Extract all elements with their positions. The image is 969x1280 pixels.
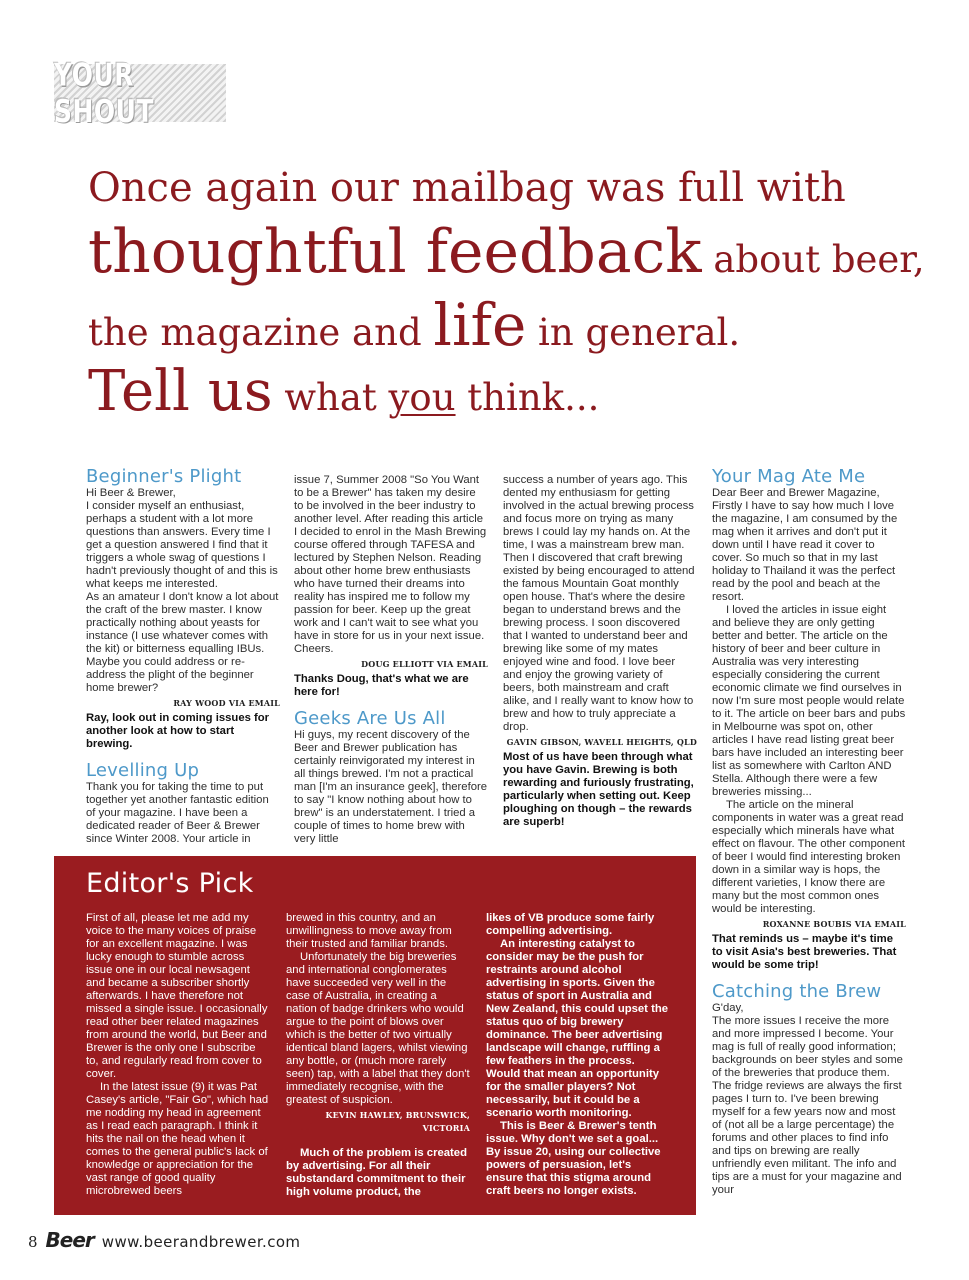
column-3	[503, 474, 697, 829]
editor-reply: Much of the problem is created by advertising. For all their substandard commitment to their high volume product, the	[286, 1147, 467, 1198]
page-footer	[28, 1228, 300, 1252]
section-badge	[54, 56, 226, 130]
letter-text: I loved the articles in issue eight and believe they are only getting better and better. The article on the history of beer and beer culture in Australia was very interesting especially considering the current economic climate we find ourselves in now I'm sure most people would relate to it. The article on beer bars and pubs in Melbourne was spot on, other articles I have read listing great beer bars have included an interesting beer list as somewhere with Carlton AND Stella. Although there were a few breweries missing...	[712, 604, 906, 798]
letter-title-catching-the-brew: Catching the Brew	[712, 981, 882, 1002]
headline-line-1: Once again our mailbag was full with	[88, 165, 846, 211]
headline	[88, 160, 948, 424]
editor-reply: likes of VB produce some fairly compelling advertising.	[486, 912, 655, 937]
letter-text: G'day,	[712, 1002, 744, 1014]
letter-text: Hi Beer & Brewer,	[86, 487, 176, 499]
letter-text: As an amateur I don't know a lot about the craft of the brew master. I know practically nothing about yeasts for instance (I use whatever comes with the kit) or bitterness equalling IBUs. Maybe you could address or re-address the plight of the beginner home brewer?	[86, 591, 279, 694]
letter-text: Firstly I have to say how much I love the magazine, I am consumed by the mag when it arrives and don't put it down until I have read it cover to cover. So much so that in my last holiday to Thailand it was the perfect read by the pool and beach at the resort.	[712, 500, 898, 603]
letter-text: The more issues I receive the more and more impressed I become. Your mag is full of really good information; backgrounds on beer styles and some of the breweries that produce them. The fridge reviews are always the first pages I turn to. I've been brewing myself for a few years now and most of (not all be a large percentage) the forums and other places to find info and tips on brewing are really unfriendly even militant. The info and tips are a must for your magazine and your	[712, 1015, 903, 1196]
section-badge-text: YOUR SHOUT	[54, 56, 155, 130]
letter-text: Dear Beer and Brewer Magazine,	[712, 487, 880, 499]
website-link[interactable]: www.beerandbrewer.com	[101, 1233, 301, 1251]
column-4	[712, 467, 906, 1197]
letter-text: The article on the mineral components in water was a great read especially which minerals have what effect on flavour. The other component of beer I would find interesting broken down in a similar way is hops, the different varieties, I know there are many but the most common ones would be interesting.	[712, 799, 906, 915]
letter-signature: ROXANNE BOUBIS VIA EMAIL	[762, 919, 906, 929]
headline-line-4: Tell us what you think...	[88, 359, 600, 424]
letter-text: Thank you for taking the time to put together yet another fantastic edition of your magazine. I have been a dedicated reader of Beer & Brewer since Winter 2008. Your article in	[86, 781, 269, 845]
letter-title-geeks-are-us-all: Geeks Are Us All	[294, 708, 446, 729]
headline-line-3: the magazine and life in general.	[88, 291, 741, 359]
editor-reply: Thanks Doug, that's what we are here for!	[294, 673, 469, 698]
letter-text: issue 7, Summer 2008 "So You Want to be a Brewer" has taken my desire to be involved in the beer industry to another level. After reading this article I decided to enrol in the Mash Brewing course offered through TAFESA and lectured by Stephen Nelson. Reading about other home brew enthusiasts who have turned their dreams into reality has inspired me to follow my passion for beer. Keep up the great work and I can't wait to see what you have in store for us in your next issue. Cheers.	[294, 474, 487, 655]
column-1	[86, 467, 280, 846]
editors-pick-signature: KEVIN HAWLEY, BRUNSWICK, VICTORIA	[325, 1110, 470, 1133]
editor-reply: Ray, look out in coming issues for another look at how to start brewing.	[86, 712, 270, 750]
letter-signature: GAVIN GIBSON, WAVELL HEIGHTS, QLD	[506, 737, 697, 747]
letter-title-beginners-plight: Beginner's Plight	[86, 466, 242, 487]
page-number: 8	[28, 1233, 38, 1251]
column-2	[294, 474, 488, 846]
letter-text: I consider myself an enthusiast, perhaps a student with a lot more questions than answers. Every time I get a question answered I find that it triggers a whole swag of questions I hadn't previously thought of and this is what keeps me interested.	[86, 500, 278, 590]
letter-title-your-mag-ate-me: Your Mag Ate Me	[712, 466, 866, 487]
beer-logo: Beer	[45, 1228, 94, 1252]
editors-pick-box	[54, 856, 696, 1215]
editor-reply: An interesting catalyst to consider may be the push for restraints around alcohol advertising in sports. Given the status of sport in Australia and New Zealand, this could upset the status quo of big brewery dominance. The beer advertising landscape will change, ruffling a few feathers in the process. Would that mean an opportunity for the smaller players? Not necessarily, but it could be a scenario worth monitoring.	[486, 938, 669, 1119]
editors-pick-column-1	[86, 912, 270, 1198]
editors-pick-text: First of all, please let me add my voice to the many voices of praise for an excellent magazine. I was lucky enough to stumble across issue one in our local newsagent and became a subscriber shortly afterwards. I have therefore not missed a single issue. I occasionally read other beer related magazines from around the world, but Beer and Brewer is the only one I subscribe to, and regularly read from cover to cover.	[86, 912, 268, 1080]
editor-reply: This is Beer & Brewer's tenth issue. Why don't we set a goal... By issue 20, using our collective powers of persuasion, let's ensure that this stigma around craft beers no longer exists.	[486, 1120, 661, 1197]
editor-reply: That reminds us – maybe it's time to visit Asia's best breweries. That would be some trip!	[712, 933, 897, 971]
letter-signature: RAY WOOD VIA EMAIL	[173, 698, 280, 708]
editors-pick-text: Unfortunately the big breweries and international conglomerates have succeeded very well in the case of Australia, in creating a nation of badge drinkers who would argue to the point of blows over which is the better of two virtually identical bland lagers, whilst viewing any bottle, or (much more rarely seen) tap, with a label that they don't immediately recognise, with the greatest of suspicion.	[286, 951, 470, 1106]
editors-pick-text: In the latest issue (9) it was Pat Casey's article, "Fair Go", which had me nodding my head in agreement as I read each paragraph. I think it hits the nail on the head when it comes to the general public's lack of knowledge or appreciation for the vast range of good quality microbrewed beers	[86, 1081, 269, 1197]
headline-line-2: thoughtful feedback about beer,	[88, 217, 925, 287]
letter-signature: DOUG ELLIOTT VIA EMAIL	[361, 659, 488, 669]
editors-pick-column-2	[286, 912, 470, 1199]
editors-pick-text: brewed in this country, and an unwillingness to move away from their trusted and familiar brands.	[286, 912, 452, 950]
letter-text: success a number of years ago. This dented my enthusiasm for getting involved in the actual brewing process and focus more on trying as many brews I could lay my hands on. At the time, I was a mainstream brew man. Then I discovered that craft brewing existed by being encouraged to attend the famous Mountain Goat monthly open house. That's where the desire began to understand brews and the brewing process. I soon discovered that I wanted to understand beer and brewing like some of my mates enjoyed wine and food. I love beer and enjoy the growing variety of beers, both mainstream and craft alike, and I really want to know how to brew and how to truly appreciate a drop.	[503, 474, 695, 733]
editors-pick-title: Editor's Pick	[86, 868, 254, 899]
letter-text: Hi guys, my recent discovery of the Beer and Brewer publication has certainly reinvigorated my interest in all things brewed. I'm not a practical man [I'm an insurance geek], therefore to say "I know nothing about how to brew" is an understatement. I tried a couple of times to home brew with very little	[294, 729, 488, 845]
editors-pick-column-3	[486, 912, 670, 1198]
letter-title-levelling-up: Levelling Up	[86, 760, 200, 781]
editor-reply: Most of us have been through what you have Gavin. Brewing is both rewarding and furiously frustrating, particularly when setting out. Keep ploughing on though – the rewards are superb!	[503, 751, 694, 828]
